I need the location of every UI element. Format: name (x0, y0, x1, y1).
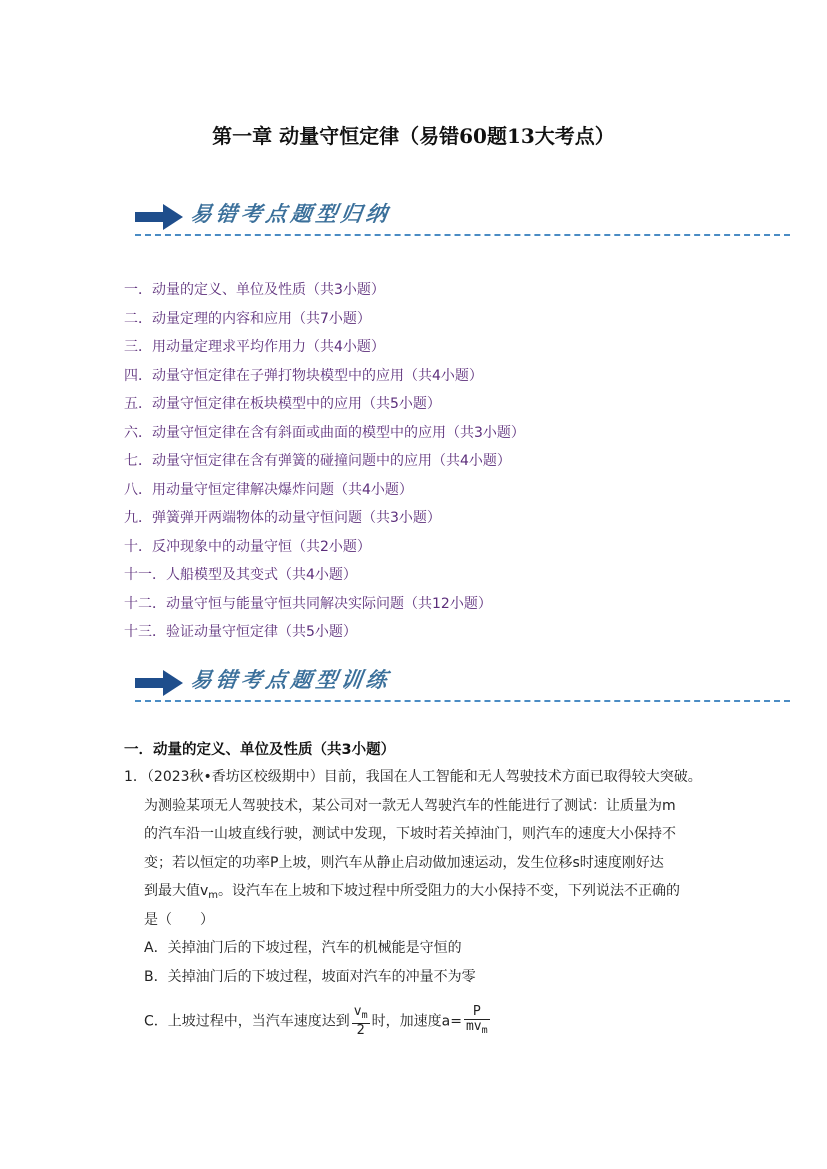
topic-item[interactable]: 九．弹簧弹开两端物体的动量守恒问题（共3小题） (124, 510, 441, 526)
topic-item[interactable]: 七．动量守恒定律在含有弹簧的碰撞问题中的应用（共4小题） (124, 453, 511, 469)
fraction-numerator: P (464, 1005, 490, 1020)
topic-item[interactable]: 六．动量守恒定律在含有斜面或曲面的模型中的应用（共3小题） (124, 424, 525, 441)
arrow-icon (135, 670, 183, 696)
fraction-denominator: 2 (356, 1023, 365, 1038)
option-b[interactable]: B．关掉油门后的下坡过程，坡面对汽车的冲量不为零 (144, 969, 476, 985)
question-text: 是（ ） (144, 911, 214, 928)
question-text: 的汽车沿一山坡直线行驶，测试中发现，下坡时若关掉油门，则汽车的速度大小保持不 (144, 826, 676, 842)
subscript: m (208, 890, 219, 901)
topic-item[interactable]: 四．动量守恒定律在子弹打物块模型中的应用（共4小题） (124, 367, 483, 384)
topic-item[interactable]: 十．反冲现象中的动量守恒（共2小题） (124, 538, 371, 555)
option-c[interactable] (124, 1004, 724, 1038)
fraction (352, 1005, 370, 1038)
banner-title: 易错考点题型训练 (189, 668, 393, 692)
topic-item[interactable]: 十一．人船模型及其变式（共4小题） (124, 567, 357, 583)
dashed-divider (135, 234, 790, 236)
topic-item[interactable]: 三．用动量定理求平均作用力（共4小题） (124, 339, 385, 355)
fraction-numerator: $v_m$ (352, 1005, 370, 1024)
text-run: 时，加速度a= (371, 1013, 462, 1030)
option-a[interactable]: A．关掉油门后的下坡过程，汽车的机械能是守恒的 (144, 940, 462, 956)
fraction-denominator: $mv_m$ (465, 1019, 488, 1036)
topic-item[interactable]: 十二．动量守恒与能量守恒共同解决实际问题（共12小题） (124, 595, 492, 612)
topic-item[interactable]: 五．动量守恒定律在板块模型中的应用（共5小题） (124, 396, 441, 412)
banner-title: 易错考点题型归纳 (189, 202, 393, 226)
topic-item[interactable]: 二．动量定理的内容和应用（共7小题） (124, 310, 371, 327)
topic-item[interactable]: 八．用动量守恒定律解决爆炸问题（共4小题） (124, 481, 413, 498)
section-banner-summary (135, 196, 790, 236)
arrow-icon (135, 204, 183, 230)
question-text: 为测验某项无人驾驶技术，某公司对一款无人驾驶汽车的性能进行了测试：让质量为m (144, 797, 676, 814)
topic-item[interactable]: 一．动量的定义、单位及性质（共3小题） (124, 282, 385, 298)
question-1 (124, 766, 724, 1038)
question-text (124, 880, 724, 909)
question-text: 变；若以恒定的功率P上坡，则汽车从静止启动做加速运动，发生位移s时速度刚好达 (144, 854, 664, 871)
question-text: 1．（2023秋•香坊区校级期中）目前，我国在人工智能和无人驾驶技术方面已取得较大突破。 (124, 769, 702, 785)
text-run: C．上坡过程中，当汽车速度达到 (144, 1013, 350, 1030)
text-run: 。设汽车在上坡和下坡过程中所受阻力的大小保持不变，下列说法不正确的 (218, 883, 681, 899)
topic-item[interactable]: 十三．验证动量守恒定律（共5小题） (124, 624, 357, 640)
section-banner-training (135, 662, 790, 702)
dashed-divider (135, 700, 790, 702)
topic-list (124, 280, 525, 651)
section-heading: 一．动量的定义、单位及性质（共3小题） (124, 742, 396, 758)
fraction (464, 1005, 490, 1038)
text-run: 到最大值v (144, 883, 209, 899)
page-title: 第一章 动量守恒定律（易错60题13大考点） (212, 124, 615, 148)
